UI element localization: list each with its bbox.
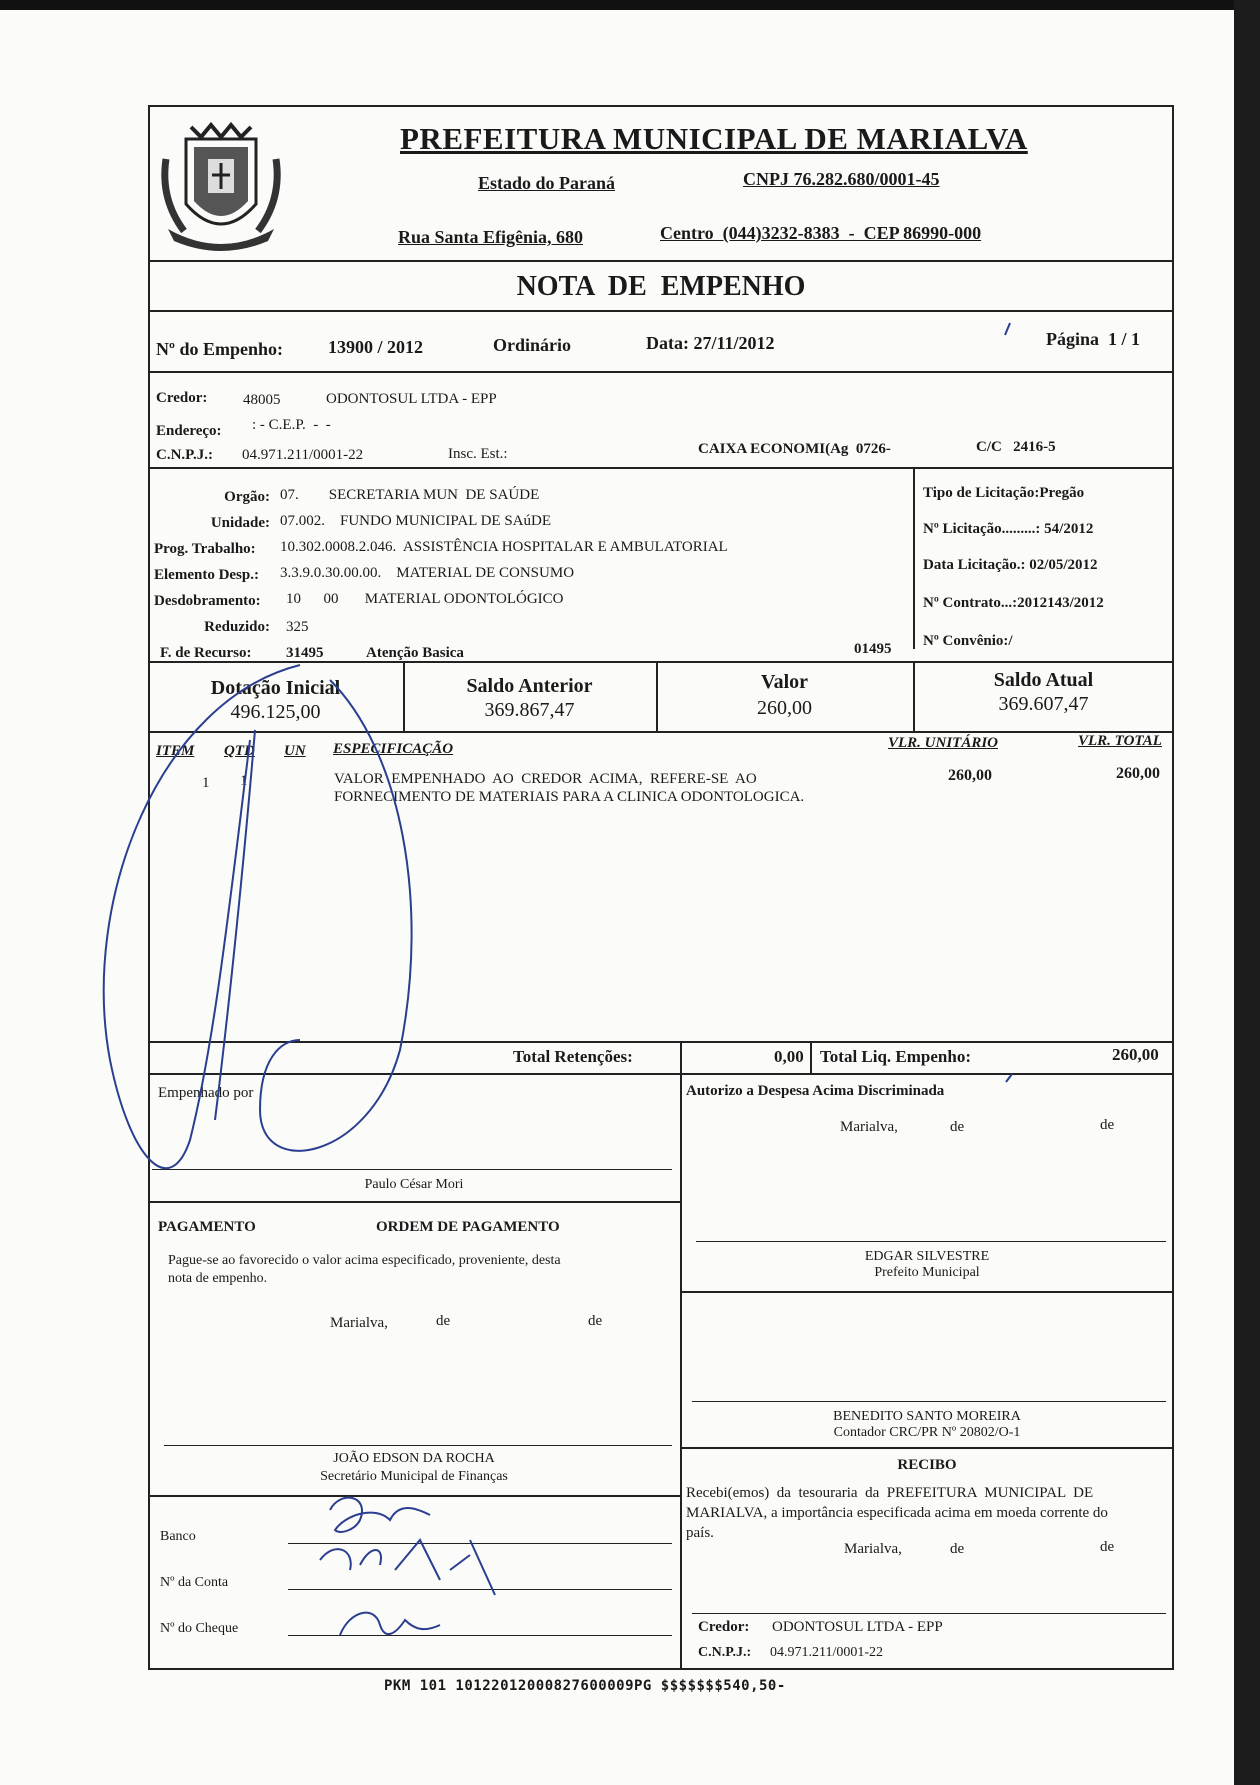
credor-label: Credor: [156, 390, 208, 406]
credor-name: ODONTOSUL LTDA - EPP [326, 391, 497, 407]
pagamento-label: PAGAMENTO [158, 1219, 256, 1235]
empenho-number: 13900 / 2012 [328, 337, 424, 357]
item-number: 1 [202, 775, 210, 791]
saldo-atual-value: 369.607,47 [998, 693, 1089, 715]
reduzido-value: 325 [286, 619, 309, 635]
desdobramento-label: Desdobramento: [154, 593, 261, 609]
cheque-label: Nº do Cheque [160, 1621, 239, 1636]
orgao-label: Orgão: [224, 489, 270, 505]
empenhado-por-label: Empenhado por [158, 1085, 254, 1101]
reduzido-label: Reduzido: [204, 619, 270, 635]
valor-value: 260,00 [757, 697, 812, 719]
prefeito-name: EDGAR SILVESTRE [864, 1249, 990, 1264]
cnpj-label: C.N.P.J.: [156, 447, 213, 463]
elemento-value: 3.3.9.0.30.00.00. MATERIAL DE CONSUMO [280, 565, 575, 581]
total-retencoes-value: 0,00 [774, 1047, 804, 1066]
valor-label: Valor [760, 671, 809, 693]
col-vlr-unitario: VLR. UNITÁRIO [888, 735, 999, 751]
municipal-crest-icon [156, 119, 286, 259]
saldo-atual-label: Saldo Atual [993, 669, 1094, 691]
recibo-text-1: Recebi(emos) da tesouraria da PREFEITURA MUNICIPAL DE [686, 1485, 1094, 1501]
prog-trabalho-label: Prog. Trabalho: [154, 541, 256, 557]
autorizo-de-2: de [1100, 1117, 1115, 1133]
recurso-value: 31495 [286, 645, 324, 661]
contador-role: Contador CRC/PR Nº 20802/O-1 [833, 1425, 1021, 1440]
bank-agency: CAIXA ECONOMI(Ag 0726- [698, 441, 891, 457]
recibo-de-2: de [1100, 1539, 1115, 1555]
secretario-role: Secretário Municipal de Finanças [320, 1469, 508, 1484]
header-cnpj: CNPJ 76.282.680/0001-45 [743, 169, 940, 189]
credor-cnpj: 04.971.211/0001-22 [242, 447, 364, 463]
page-number: Página 1 / 1 [1046, 329, 1141, 349]
orgao-value: 07. SECRETARIA MUN DE SAÚDE [280, 487, 540, 503]
item-espec-line1: VALOR EMPENHADO AO CREDOR ACIMA, REFERE-SE AO [334, 771, 757, 787]
item-vlr-total: 260,00 [1116, 765, 1160, 782]
credor-code: 48005 [243, 392, 281, 408]
ordem-pagamento-label: ORDEM DE PAGAMENTO [376, 1219, 560, 1235]
pagamento-de-2: de [588, 1313, 603, 1329]
contador-name: BENEDITO SANTO MOREIRA [833, 1409, 1021, 1424]
header-street: Rua Santa Efigênia, 680 [398, 227, 584, 247]
banco-label: Banco [160, 1529, 196, 1544]
autorizo-despesa: Autorizo a Despesa Acima Discriminada [686, 1083, 945, 1099]
scan-right-edge [1234, 0, 1260, 1785]
recibo-title: RECIBO [897, 1457, 957, 1473]
total-liquido-value: 260,00 [1112, 1045, 1159, 1064]
col-un: UN [284, 743, 306, 759]
insc-est-label: Insc. Est.: [448, 446, 508, 462]
scan-top-edge [0, 0, 1260, 10]
secretario-name: JOÃO EDSON DA ROCHA [333, 1451, 495, 1466]
data-licitacao: Data Licitação.: 02/05/2012 [923, 557, 1098, 573]
endereco-value: : - C.E.P. - - [252, 417, 331, 433]
header-title: PREFEITURA MUNICIPAL DE MARIALVA [400, 121, 1028, 156]
recurso-code: 01495 [854, 641, 892, 657]
recibo-cnpj: 04.971.211/0001-22 [770, 1645, 884, 1660]
pagamento-text-1: Pague-se ao favorecido o valor acima especificado, proveniente, desta [168, 1253, 561, 1268]
nota-empenho-form [148, 105, 1174, 1670]
prog-trabalho-value: 10.302.0008.2.046. ASSISTÊNCIA HOSPITALAR E AMBULATORIAL [280, 539, 728, 555]
numero-licitacao: Nº Licitação.........: 54/2012 [923, 521, 1094, 537]
recurso-name: Atenção Basica [366, 645, 464, 661]
col-vlr-total: VLR. TOTAL [1078, 733, 1162, 749]
pagamento-text-2: nota de empenho. [168, 1271, 268, 1286]
check-machine-code: PKM 101 10122012000827600009PG $$$$$$$540,50- [384, 1678, 786, 1694]
conta-label: Nº da Conta [160, 1575, 229, 1590]
pagamento-de-1: de [436, 1313, 451, 1329]
recibo-local: Marialva, [844, 1541, 902, 1557]
pagamento-local: Marialva, [330, 1315, 388, 1331]
header-state: Estado do Paraná [478, 173, 616, 193]
dotacao-value: 496.125,00 [230, 701, 321, 723]
col-especificacao: ESPECIFICAÇÃO [333, 741, 454, 757]
elemento-label: Elemento Desp.: [154, 567, 259, 583]
empenho-number-label: Nº do Empenho: [156, 339, 283, 359]
numero-convenio: Nº Convênio:/ [923, 633, 1013, 649]
total-retencoes-label: Total Retenções: [513, 1047, 633, 1066]
autorizo-local: Marialva, [840, 1119, 898, 1135]
empenhado-por-name: Paulo César Mori [364, 1177, 464, 1192]
recibo-text-2: MARIALVA, a importância especificada acima em moeda corrente do [686, 1505, 1108, 1521]
dotacao-label: Dotação Inicial [210, 677, 341, 699]
empenho-date: Data: 27/11/2012 [646, 333, 775, 353]
item-qtd: 1 [240, 773, 248, 789]
recibo-credor-name: ODONTOSUL LTDA - EPP [772, 1619, 943, 1635]
endereco-label: Endereço: [156, 423, 222, 439]
header-address: Centro (044)3232-8383 - CEP 86990-000 [660, 223, 982, 243]
item-vlr-unitario: 260,00 [948, 767, 992, 784]
col-item: ITEM [156, 743, 195, 759]
total-liquido-label: Total Liq. Empenho: [820, 1047, 971, 1066]
prefeito-role: Prefeito Municipal [874, 1265, 980, 1280]
recibo-text-3: país. [686, 1525, 714, 1541]
empenho-type: Ordinário [493, 335, 572, 355]
item-espec-line2: FORNECIMENTO DE MATERIAIS PARA A CLINICA ODONTOLOGICA. [334, 789, 805, 805]
bank-account: C/C 2416-5 [976, 439, 1056, 455]
tipo-licitacao: Tipo de Licitação:Pregão [923, 485, 1085, 501]
saldo-anterior-label: Saldo Anterior [466, 675, 593, 697]
saldo-anterior-value: 369.867,47 [484, 699, 575, 721]
document-title: NOTA DE EMPENHO [516, 271, 806, 302]
unidade-value: 07.002. FUNDO MUNICIPAL DE SAúDE [280, 513, 551, 529]
autorizo-de-1: de [950, 1119, 965, 1135]
unidade-label: Unidade: [210, 515, 270, 531]
recibo-de-1: de [950, 1541, 965, 1557]
recurso-label: F. de Recurso: [160, 645, 252, 661]
col-qtd: QTD [224, 743, 255, 759]
numero-contrato: Nº Contrato...:2012143/2012 [923, 595, 1104, 611]
desdobramento-value: 10 00 MATERIAL ODONTOLÓGICO [286, 591, 564, 607]
recibo-cnpj-label: C.N.P.J.: [698, 1645, 752, 1660]
recibo-credor-label: Credor: [698, 1619, 750, 1635]
